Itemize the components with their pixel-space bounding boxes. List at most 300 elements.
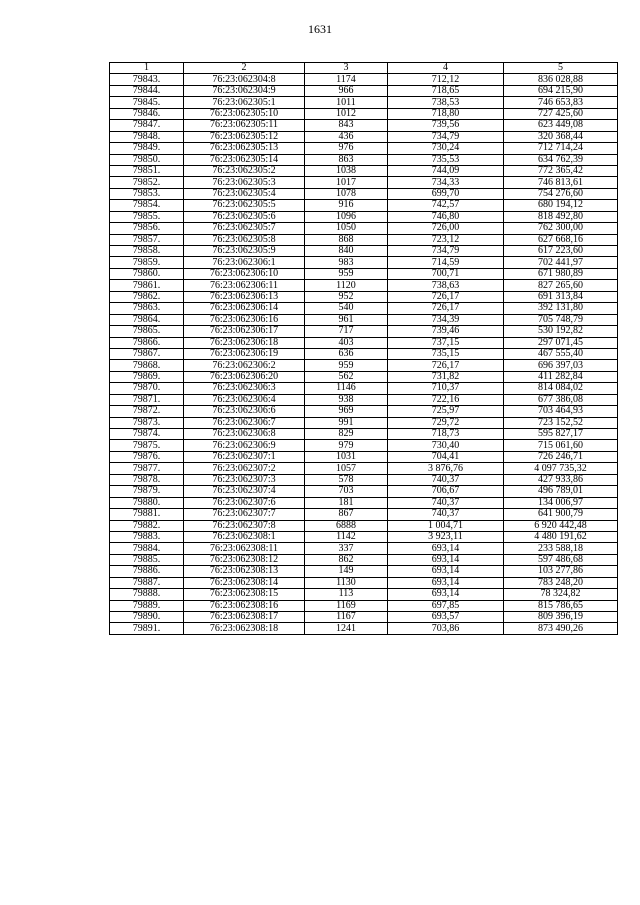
specific-value-cell: 739,46 — [388, 326, 504, 337]
area-cell: 969 — [305, 406, 388, 417]
area-cell: 862 — [305, 554, 388, 565]
area-cell: 976 — [305, 143, 388, 154]
specific-value-cell: 729,72 — [388, 417, 504, 428]
cadastral-number-cell: 76:23:062305:5 — [184, 200, 305, 211]
specific-value-cell: 746,80 — [388, 211, 504, 222]
cadastral-number-cell: 76:23:062306:1 — [184, 257, 305, 268]
specific-value-cell: 740,37 — [388, 509, 504, 520]
specific-value-cell: 734,39 — [388, 314, 504, 325]
table-row — [110, 188, 618, 199]
table-row — [110, 291, 618, 302]
row-number-cell: 79881. — [110, 509, 184, 520]
table-row — [110, 74, 618, 85]
specific-value-cell: 714,59 — [388, 257, 504, 268]
specific-value-cell: 693,14 — [388, 589, 504, 600]
cadastral-value-cell: 134 006,97 — [504, 497, 618, 508]
specific-value-cell: 706,67 — [388, 486, 504, 497]
specific-value-cell: 722,16 — [388, 394, 504, 405]
specific-value-cell: 693,14 — [388, 566, 504, 577]
cadastral-number-cell: 76:23:062305:9 — [184, 246, 305, 257]
table-row — [110, 85, 618, 96]
area-cell: 1031 — [305, 451, 388, 462]
specific-value-cell: 700,71 — [388, 268, 504, 279]
area-cell: 6888 — [305, 520, 388, 531]
row-number-cell: 79871. — [110, 394, 184, 405]
area-cell: 1130 — [305, 577, 388, 588]
cadastral-value-cell: 4 480 191,62 — [504, 531, 618, 542]
cadastral-number-cell: 76:23:062305:12 — [184, 131, 305, 142]
row-number-cell: 79879. — [110, 486, 184, 497]
table-body — [110, 74, 618, 634]
table-row — [110, 543, 618, 554]
table-row — [110, 200, 618, 211]
table-row — [110, 371, 618, 382]
area-cell: 149 — [305, 566, 388, 577]
specific-value-cell: 738,53 — [388, 97, 504, 108]
cadastral-number-cell: 76:23:062307:8 — [184, 520, 305, 531]
table-row — [110, 474, 618, 485]
row-number-cell: 79855. — [110, 211, 184, 222]
cadastral-number-cell: 76:23:062308:13 — [184, 566, 305, 577]
cadastral-value-cell: 392 131,80 — [504, 303, 618, 314]
cadastral-number-cell: 76:23:062307:4 — [184, 486, 305, 497]
area-cell: 991 — [305, 417, 388, 428]
cadastral-value-cell: 727 425,60 — [504, 108, 618, 119]
cadastral-number-cell: 76:23:062306:3 — [184, 383, 305, 394]
specific-value-cell: 697,85 — [388, 600, 504, 611]
row-number-cell: 79853. — [110, 188, 184, 199]
table-row — [110, 303, 618, 314]
column-header: 4 — [388, 63, 504, 74]
row-number-cell: 79851. — [110, 165, 184, 176]
specific-value-cell: 693,57 — [388, 612, 504, 623]
specific-value-cell: 740,37 — [388, 497, 504, 508]
row-number-cell: 79861. — [110, 280, 184, 291]
table-row — [110, 623, 618, 634]
row-number-cell: 79860. — [110, 268, 184, 279]
area-cell: 979 — [305, 440, 388, 451]
row-number-cell: 79862. — [110, 291, 184, 302]
specific-value-cell: 739,56 — [388, 120, 504, 131]
table-row — [110, 280, 618, 291]
specific-value-cell: 726,00 — [388, 223, 504, 234]
table-row — [110, 554, 618, 565]
row-number-cell: 79849. — [110, 143, 184, 154]
table-row — [110, 234, 618, 245]
cadastral-value-cell: 103 277,86 — [504, 566, 618, 577]
table-row — [110, 97, 618, 108]
area-cell: 1169 — [305, 600, 388, 611]
specific-value-cell: 3 876,76 — [388, 463, 504, 474]
row-number-cell: 79850. — [110, 154, 184, 165]
specific-value-cell: 730,24 — [388, 143, 504, 154]
area-cell: 1120 — [305, 280, 388, 291]
table-row — [110, 486, 618, 497]
specific-value-cell: 731,82 — [388, 371, 504, 382]
row-number-cell: 79874. — [110, 429, 184, 440]
cadastral-number-cell: 76:23:062305:14 — [184, 154, 305, 165]
cadastral-value-cell: 597 486,68 — [504, 554, 618, 565]
cadastral-number-cell: 76:23:062308:1 — [184, 531, 305, 542]
row-number-cell: 79844. — [110, 85, 184, 96]
cadastral-value-cell: 762 300,00 — [504, 223, 618, 234]
area-cell: 863 — [305, 154, 388, 165]
cadastral-value-cell: 703 464,93 — [504, 406, 618, 417]
row-number-cell: 79878. — [110, 474, 184, 485]
specific-value-cell: 710,37 — [388, 383, 504, 394]
row-number-cell: 79858. — [110, 246, 184, 257]
specific-value-cell: 730,40 — [388, 440, 504, 451]
area-cell: 717 — [305, 326, 388, 337]
table-row — [110, 131, 618, 142]
column-header: 3 — [305, 63, 388, 74]
area-cell: 1078 — [305, 188, 388, 199]
row-number-cell: 79859. — [110, 257, 184, 268]
row-number-cell: 79854. — [110, 200, 184, 211]
column-header: 1 — [110, 63, 184, 74]
cadastral-number-cell: 76:23:062305:1 — [184, 97, 305, 108]
area-cell: 959 — [305, 268, 388, 279]
row-number-cell: 79868. — [110, 360, 184, 371]
specific-value-cell: 742,57 — [388, 200, 504, 211]
cadastral-number-cell: 76:23:062306:17 — [184, 326, 305, 337]
row-number-cell: 79866. — [110, 337, 184, 348]
cadastral-number-cell: 76:23:062305:11 — [184, 120, 305, 131]
cadastral-value-cell: 827 265,60 — [504, 280, 618, 291]
cadastral-value-cell: 4 097 735,32 — [504, 463, 618, 474]
specific-value-cell: 735,53 — [388, 154, 504, 165]
area-cell: 562 — [305, 371, 388, 382]
cadastral-value-cell: 671 980,89 — [504, 268, 618, 279]
row-number-cell: 79869. — [110, 371, 184, 382]
row-number-cell: 79865. — [110, 326, 184, 337]
row-number-cell: 79848. — [110, 131, 184, 142]
table-row — [110, 440, 618, 451]
table-row — [110, 177, 618, 188]
table-row — [110, 314, 618, 325]
area-cell: 959 — [305, 360, 388, 371]
cadastral-value-cell: 617 223,60 — [504, 246, 618, 257]
cadastral-value-cell: 702 441,97 — [504, 257, 618, 268]
area-cell: 1142 — [305, 531, 388, 542]
table-row — [110, 451, 618, 462]
table-row — [110, 406, 618, 417]
cadastral-value-cell: 705 748,79 — [504, 314, 618, 325]
specific-value-cell: 718,65 — [388, 85, 504, 96]
specific-value-cell: 3 923,11 — [388, 531, 504, 542]
row-number-cell: 79876. — [110, 451, 184, 462]
cadastral-value-cell: 496 789,01 — [504, 486, 618, 497]
table-row — [110, 326, 618, 337]
cadastral-number-cell: 76:23:062306:8 — [184, 429, 305, 440]
table-row — [110, 257, 618, 268]
table-row — [110, 120, 618, 131]
specific-value-cell: 738,63 — [388, 280, 504, 291]
row-number-cell: 79883. — [110, 531, 184, 542]
table-header — [110, 63, 618, 74]
cadastral-value-cell: 297 071,45 — [504, 337, 618, 348]
specific-value-cell: 718,80 — [388, 108, 504, 119]
table-row — [110, 108, 618, 119]
area-cell: 436 — [305, 131, 388, 142]
area-cell: 916 — [305, 200, 388, 211]
area-cell: 1146 — [305, 383, 388, 394]
cadastral-value-cell: 530 192,82 — [504, 326, 618, 337]
specific-value-cell: 734,79 — [388, 246, 504, 257]
area-cell: 113 — [305, 589, 388, 600]
cadastral-number-cell: 76:23:062306:18 — [184, 337, 305, 348]
cadastral-number-cell: 76:23:062306:10 — [184, 268, 305, 279]
area-cell: 1017 — [305, 177, 388, 188]
specific-value-cell: 734,33 — [388, 177, 504, 188]
table-row — [110, 520, 618, 531]
table-row — [110, 429, 618, 440]
area-cell: 1174 — [305, 74, 388, 85]
table-row — [110, 417, 618, 428]
cadastral-number-cell: 76:23:062308:12 — [184, 554, 305, 565]
cadastral-value-cell: 726 246,71 — [504, 451, 618, 462]
cadastral-value-cell: 641 900,79 — [504, 509, 618, 520]
area-cell: 1012 — [305, 108, 388, 119]
area-cell: 843 — [305, 120, 388, 131]
cadastral-value-cell: 754 276,60 — [504, 188, 618, 199]
area-cell: 1057 — [305, 463, 388, 474]
row-number-cell: 79873. — [110, 417, 184, 428]
table-row — [110, 394, 618, 405]
cadastral-number-cell: 76:23:062307:1 — [184, 451, 305, 462]
area-cell: 966 — [305, 85, 388, 96]
area-cell: 938 — [305, 394, 388, 405]
cadastral-value-cell: 320 368,44 — [504, 131, 618, 142]
cadastral-value-cell: 715 061,60 — [504, 440, 618, 451]
table-row — [110, 612, 618, 623]
row-number-cell: 79852. — [110, 177, 184, 188]
cadastral-number-cell: 76:23:062306:2 — [184, 360, 305, 371]
cadastral-value-cell: 623 449,08 — [504, 120, 618, 131]
table-row — [110, 165, 618, 176]
specific-value-cell: 735,15 — [388, 348, 504, 359]
row-number-cell: 79889. — [110, 600, 184, 611]
table-row — [110, 577, 618, 588]
row-number-cell: 79885. — [110, 554, 184, 565]
row-number-cell: 79882. — [110, 520, 184, 531]
cadastral-number-cell: 76:23:062305:10 — [184, 108, 305, 119]
area-cell: 181 — [305, 497, 388, 508]
row-number-cell: 79890. — [110, 612, 184, 623]
header-row — [110, 63, 618, 74]
row-number-cell: 79843. — [110, 74, 184, 85]
cadastral-number-cell: 76:23:062305:2 — [184, 165, 305, 176]
area-cell: 1011 — [305, 97, 388, 108]
cadastral-value-cell: 694 215,90 — [504, 85, 618, 96]
specific-value-cell: 726,17 — [388, 360, 504, 371]
specific-value-cell: 703,86 — [388, 623, 504, 634]
cadastral-value-cell: 627 668,16 — [504, 234, 618, 245]
cadastral-number-cell: 76:23:062304:8 — [184, 74, 305, 85]
cadastral-number-cell: 76:23:062305:13 — [184, 143, 305, 154]
specific-value-cell: 712,12 — [388, 74, 504, 85]
cadastral-number-cell: 76:23:062306:19 — [184, 348, 305, 359]
row-number-cell: 79880. — [110, 497, 184, 508]
cadastral-value-cell: 680 194,12 — [504, 200, 618, 211]
column-header: 5 — [504, 63, 618, 74]
area-cell: 961 — [305, 314, 388, 325]
cadastral-value-cell: 818 492,80 — [504, 211, 618, 222]
specific-value-cell: 740,37 — [388, 474, 504, 485]
specific-value-cell: 726,17 — [388, 291, 504, 302]
table-row — [110, 154, 618, 165]
specific-value-cell: 725,97 — [388, 406, 504, 417]
cadastral-number-cell: 76:23:062308:11 — [184, 543, 305, 554]
cadastral-value-cell: 696 397,03 — [504, 360, 618, 371]
cadastral-number-cell: 76:23:062305:3 — [184, 177, 305, 188]
cadastral-value-cell: 814 084,02 — [504, 383, 618, 394]
cadastral-number-cell: 76:23:062306:9 — [184, 440, 305, 451]
cadastral-value-cell: 6 920 442,48 — [504, 520, 618, 531]
column-header: 2 — [184, 63, 305, 74]
cadastral-value-cell: 427 933,86 — [504, 474, 618, 485]
row-number-cell: 79886. — [110, 566, 184, 577]
cadastral-value-cell: 691 313,84 — [504, 291, 618, 302]
area-cell: 540 — [305, 303, 388, 314]
area-cell: 1167 — [305, 612, 388, 623]
table-row — [110, 531, 618, 542]
area-cell: 1096 — [305, 211, 388, 222]
table-row — [110, 497, 618, 508]
specific-value-cell: 699,70 — [388, 188, 504, 199]
area-cell: 868 — [305, 234, 388, 245]
table-row — [110, 143, 618, 154]
area-cell: 952 — [305, 291, 388, 302]
cadastral-value-cell: 467 555,40 — [504, 348, 618, 359]
row-number-cell: 79846. — [110, 108, 184, 119]
specific-value-cell: 726,17 — [388, 303, 504, 314]
row-number-cell: 79867. — [110, 348, 184, 359]
row-number-cell: 79856. — [110, 223, 184, 234]
row-number-cell: 79875. — [110, 440, 184, 451]
cadastral-value-cell: 233 588,18 — [504, 543, 618, 554]
table-row — [110, 337, 618, 348]
row-number-cell: 79887. — [110, 577, 184, 588]
cadastral-value-cell: 809 396,19 — [504, 612, 618, 623]
specific-value-cell: 693,14 — [388, 577, 504, 588]
row-number-cell: 79888. — [110, 589, 184, 600]
area-cell: 636 — [305, 348, 388, 359]
area-cell: 1241 — [305, 623, 388, 634]
cadastral-value-cell: 595 827,17 — [504, 429, 618, 440]
cadastral-number-cell: 76:23:062308:16 — [184, 600, 305, 611]
row-number-cell: 79864. — [110, 314, 184, 325]
table-row — [110, 509, 618, 520]
cadastral-number-cell: 76:23:062308:18 — [184, 623, 305, 634]
cadastral-number-cell: 76:23:062306:7 — [184, 417, 305, 428]
row-number-cell: 79870. — [110, 383, 184, 394]
area-cell: 840 — [305, 246, 388, 257]
specific-value-cell: 734,79 — [388, 131, 504, 142]
row-number-cell: 79877. — [110, 463, 184, 474]
area-cell: 867 — [305, 509, 388, 520]
specific-value-cell: 704,41 — [388, 451, 504, 462]
cadastral-number-cell: 76:23:062307:2 — [184, 463, 305, 474]
table-row — [110, 211, 618, 222]
row-number-cell: 79845. — [110, 97, 184, 108]
area-cell: 703 — [305, 486, 388, 497]
table-row — [110, 223, 618, 234]
row-number-cell: 79857. — [110, 234, 184, 245]
registry-table — [109, 62, 618, 635]
table-row — [110, 360, 618, 371]
row-number-cell: 79863. — [110, 303, 184, 314]
cadastral-value-cell: 746 653,83 — [504, 97, 618, 108]
cadastral-number-cell: 76:23:062305:7 — [184, 223, 305, 234]
cadastral-value-cell: 723 152,52 — [504, 417, 618, 428]
cadastral-number-cell: 76:23:062307:6 — [184, 497, 305, 508]
specific-value-cell: 723,12 — [388, 234, 504, 245]
cadastral-value-cell: 78 324,82 — [504, 589, 618, 600]
cadastral-value-cell: 815 786,65 — [504, 600, 618, 611]
cadastral-value-cell: 836 028,88 — [504, 74, 618, 85]
specific-value-cell: 744,09 — [388, 165, 504, 176]
table-row — [110, 383, 618, 394]
cadastral-number-cell: 76:23:062308:15 — [184, 589, 305, 600]
cadastral-number-cell: 76:23:062306:4 — [184, 394, 305, 405]
cadastral-value-cell: 677 386,08 — [504, 394, 618, 405]
table-row — [110, 600, 618, 611]
cadastral-number-cell: 76:23:062306:11 — [184, 280, 305, 291]
cadastral-number-cell: 76:23:062306:6 — [184, 406, 305, 417]
cadastral-value-cell: 746 813,61 — [504, 177, 618, 188]
cadastral-number-cell: 76:23:062307:3 — [184, 474, 305, 485]
cadastral-number-cell: 76:23:062308:17 — [184, 612, 305, 623]
cadastral-number-cell: 76:23:062305:6 — [184, 211, 305, 222]
cadastral-value-cell: 772 365,42 — [504, 165, 618, 176]
area-cell: 403 — [305, 337, 388, 348]
cadastral-number-cell: 76:23:062306:13 — [184, 291, 305, 302]
row-number-cell: 79884. — [110, 543, 184, 554]
cadastral-number-cell: 76:23:062306:20 — [184, 371, 305, 382]
table-row — [110, 246, 618, 257]
cadastral-number-cell: 76:23:062306:16 — [184, 314, 305, 325]
row-number-cell: 79872. — [110, 406, 184, 417]
cadastral-number-cell: 76:23:062305:4 — [184, 188, 305, 199]
cadastral-value-cell: 873 490,26 — [504, 623, 618, 634]
cadastral-number-cell: 76:23:062307:7 — [184, 509, 305, 520]
cadastral-value-cell: 783 248,20 — [504, 577, 618, 588]
table-row — [110, 463, 618, 474]
cadastral-value-cell: 634 762,39 — [504, 154, 618, 165]
specific-value-cell: 693,14 — [388, 554, 504, 565]
row-number-cell: 79847. — [110, 120, 184, 131]
cadastral-number-cell: 76:23:062306:14 — [184, 303, 305, 314]
area-cell: 578 — [305, 474, 388, 485]
cadastral-number-cell: 76:23:062308:14 — [184, 577, 305, 588]
page-number: 1631 — [308, 22, 332, 36]
area-cell: 337 — [305, 543, 388, 554]
table-row — [110, 589, 618, 600]
area-cell: 829 — [305, 429, 388, 440]
area-cell: 983 — [305, 257, 388, 268]
specific-value-cell: 737,15 — [388, 337, 504, 348]
cadastral-value-cell: 411 282,84 — [504, 371, 618, 382]
table-row — [110, 348, 618, 359]
cadastral-number-cell: 76:23:062304:9 — [184, 85, 305, 96]
specific-value-cell: 693,14 — [388, 543, 504, 554]
row-number-cell: 79891. — [110, 623, 184, 634]
area-cell: 1038 — [305, 165, 388, 176]
cadastral-value-cell: 712 714,24 — [504, 143, 618, 154]
table-row — [110, 566, 618, 577]
specific-value-cell: 718,73 — [388, 429, 504, 440]
